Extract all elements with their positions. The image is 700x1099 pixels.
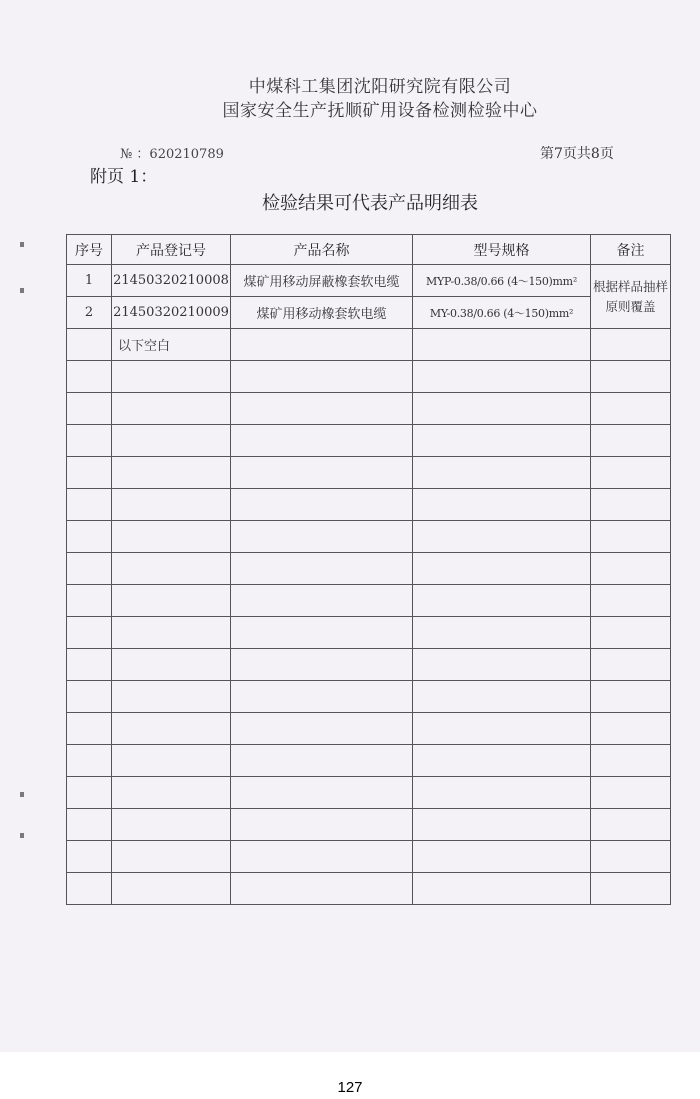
empty-table-row: [67, 425, 671, 457]
column-header-remarks: 备注: [591, 235, 671, 265]
document-number: № ：620210789: [120, 147, 224, 162]
margin-mark: [20, 833, 24, 838]
empty-table-row: [67, 393, 671, 425]
empty-table-row: [67, 521, 671, 553]
empty-table-row: [67, 873, 671, 905]
organization-name: 中煤科工集团沈阳研究院有限公司: [248, 77, 512, 97]
empty-rows: [67, 361, 671, 905]
appendix-label: 附页 1：: [90, 167, 158, 187]
table-row: [67, 297, 671, 329]
column-header-reg-no: 产品登记号: [112, 235, 231, 265]
row-product-name: 煤矿用移动橡套软电缆: [231, 297, 413, 329]
testing-center-name: 国家安全生产抚顺矿用设备检测检验中心: [222, 101, 538, 121]
empty-table-row: [67, 777, 671, 809]
empty-table-row: [67, 553, 671, 585]
column-header-model: 型号规格: [413, 235, 591, 265]
row-model: MY-0.38/0.66 (4～150)mm²: [413, 297, 591, 329]
margin-mark: [20, 242, 24, 247]
empty-table-row: [67, 809, 671, 841]
empty-table-row: [67, 681, 671, 713]
page-info: 第7页共8页: [540, 146, 614, 162]
column-header-product-name: 产品名称: [231, 235, 413, 265]
row-reg-no: 21450320210008: [112, 265, 231, 297]
blank-marker: 以下空白: [112, 329, 231, 361]
product-detail-table: [66, 234, 671, 905]
empty-table-row: [67, 585, 671, 617]
row-product-name: 煤矿用移动屏蔽橡套软电缆: [231, 265, 413, 297]
margin-mark: [20, 288, 24, 293]
empty-table-row: [67, 713, 671, 745]
table-row: [67, 329, 671, 361]
column-header-no: 序号: [67, 235, 112, 265]
row-reg-no: 21450320210009: [112, 297, 231, 329]
row-model: MYP-0.38/0.66 (4～150)mm²: [413, 265, 591, 297]
empty-table-row: [67, 457, 671, 489]
empty-table-row: [67, 617, 671, 649]
row-remarks: 根据样品抽样原则覆盖: [591, 265, 671, 329]
row-no: 1: [67, 265, 112, 297]
empty-table-row: [67, 649, 671, 681]
table-title: 检验结果可代表产品明细表: [262, 193, 478, 214]
row-no: 2: [67, 297, 112, 329]
table-header-row: [67, 235, 671, 265]
table-row: [67, 265, 671, 297]
empty-table-row: [67, 841, 671, 873]
empty-table-row: [67, 489, 671, 521]
empty-table-row: [67, 361, 671, 393]
margin-mark: [20, 792, 24, 797]
empty-table-row: [67, 745, 671, 777]
page-number: 127: [337, 1079, 363, 1096]
